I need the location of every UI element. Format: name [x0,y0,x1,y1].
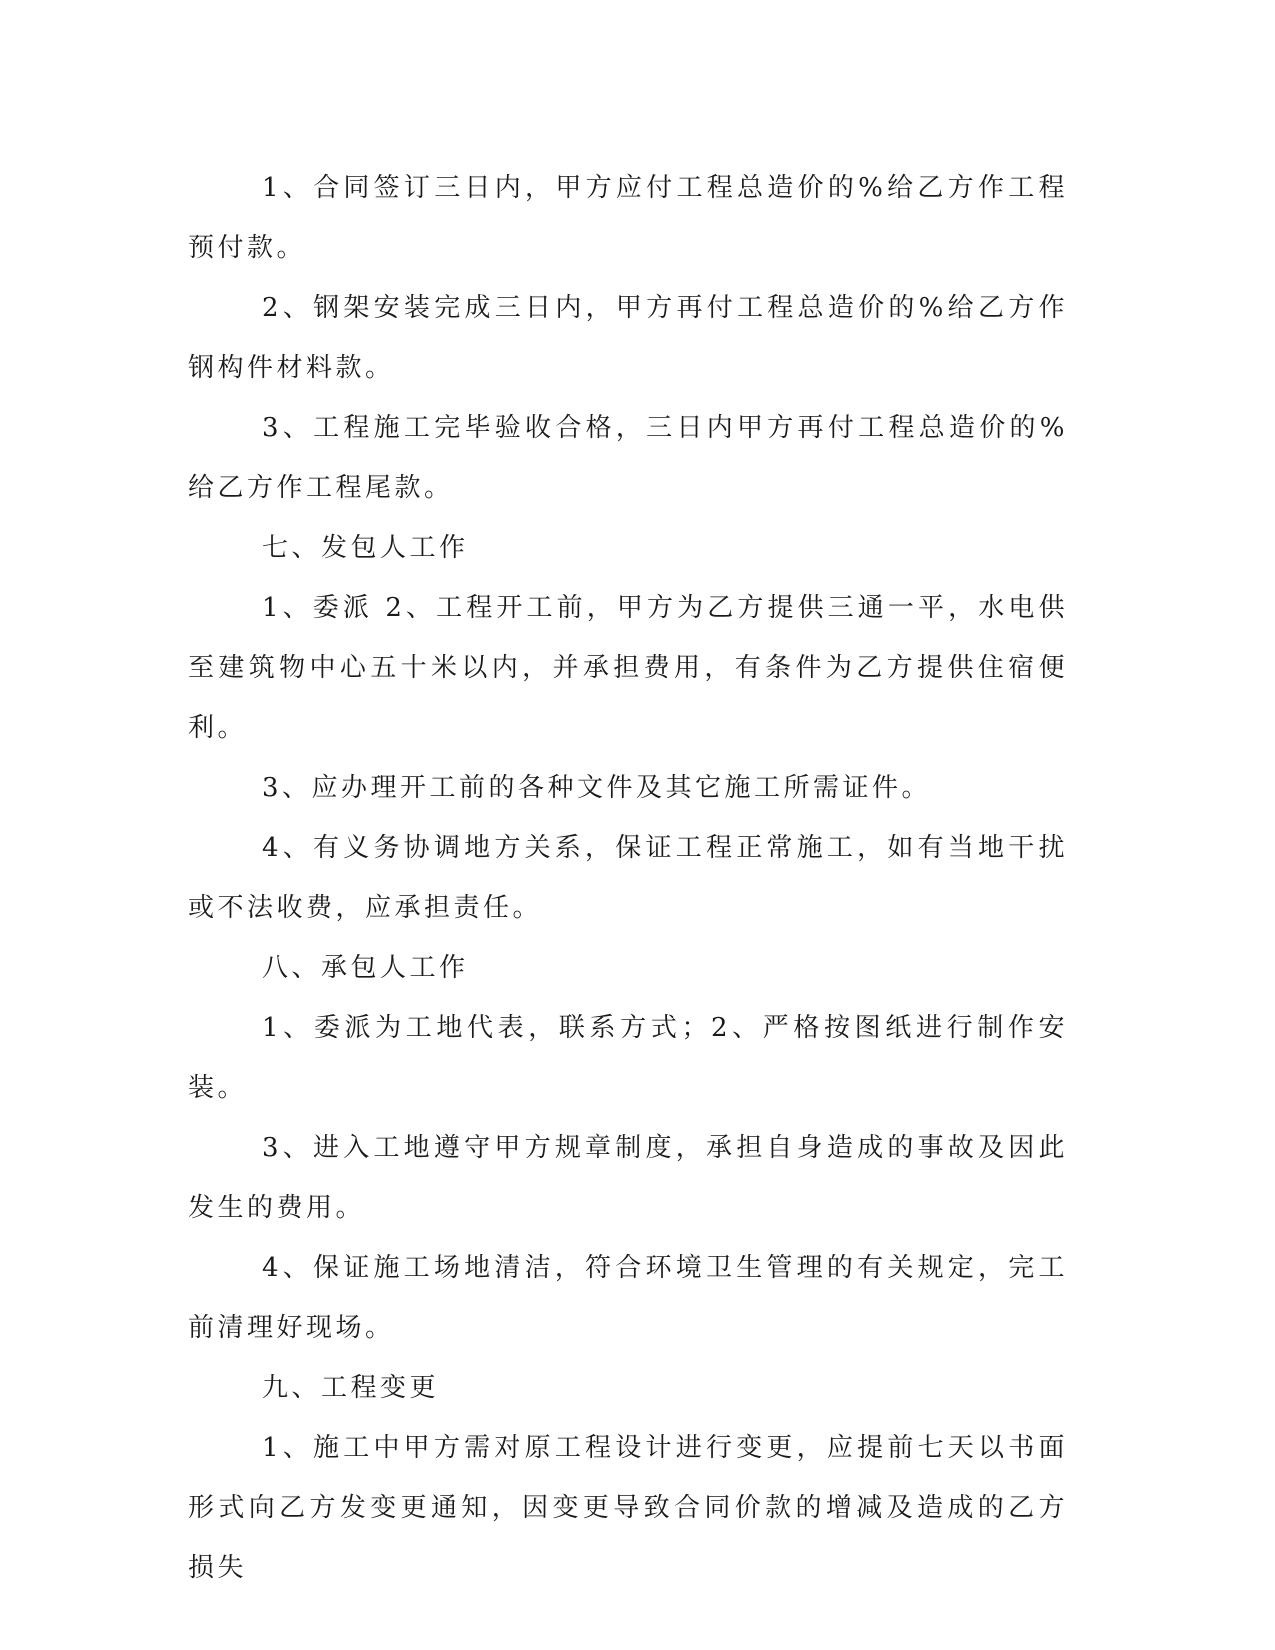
payment-clause-3: 3、工程施工完毕验收合格，三日内甲方再付工程总造价的%给乙方作工程尾款。 [188,413,1068,503]
section-heading-contractor-duties: 八、承包人工作 [262,953,469,983]
section-heading-employer-duties: 七、发包人工作 [262,533,469,563]
contractor-clause-1-2: 1、委派为工地代表，联系方式；2、严格按图纸进行制作安装。 [188,1013,1068,1103]
employer-clause-3: 3、应办理开工前的各种文件及其它施工所需证件。 [262,773,932,803]
document-body [188,158,1068,1598]
payment-clause-2: 2、钢架安装完成三日内，甲方再付工程总造价的%给乙方作钢构件材料款。 [188,293,1068,383]
section-heading-changes: 九、工程变更 [262,1373,440,1403]
changes-clause-1: 1、施工中甲方需对原工程设计进行变更，应提前七天以书面形式向乙方发变更通知，因变更导致合同价款的增减及造成的乙方损失 [188,1433,1068,1583]
contractor-clause-3: 3、进入工地遵守甲方规章制度，承担自身造成的事故及因此发生的费用。 [188,1133,1068,1223]
employer-clause-1-2: 1、委派 2、工程开工前，甲方为乙方提供三通一平，水电供至建筑物中心五十米以内，并承担费用，有条件为乙方提供住宿便利。 [188,593,1068,743]
employer-clause-4: 4、有义务协调地方关系，保证工程正常施工，如有当地干扰或不法收费，应承担责任。 [188,833,1068,923]
payment-clause-1: 1、合同签订三日内，甲方应付工程总造价的%给乙方作工程预付款。 [188,173,1068,263]
contractor-clause-4: 4、保证施工场地清洁，符合环境卫生管理的有关规定，完工前清理好现场。 [188,1253,1068,1343]
